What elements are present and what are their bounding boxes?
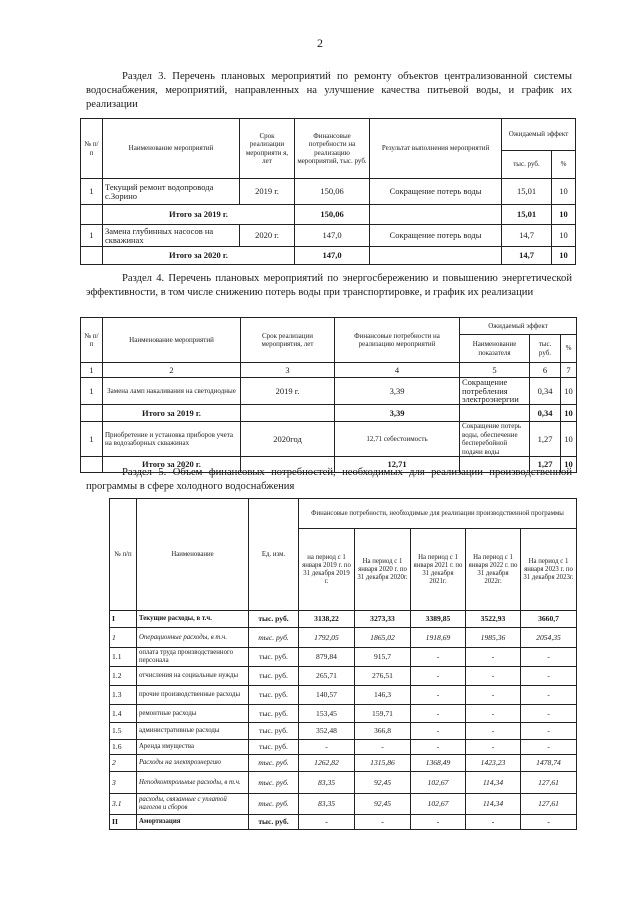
- s3-row-rub: 15,01: [502, 179, 552, 205]
- section3-heading: Раздел 3. Перечень плановых мероприятий по ремонту объектов централизованной системы водоснабжения, мероприятий, направленных на улучшение качества питьевой воды, и график их реализации: [86, 71, 572, 110]
- s5-row-value: -: [411, 686, 466, 705]
- s5-row-value: 92,45: [355, 772, 411, 794]
- s4-row-rub: 1,27: [530, 422, 561, 457]
- s4-row-rub: 0,34: [530, 378, 561, 405]
- s5-row-value: 3522,93: [466, 611, 521, 628]
- s5-row-value: 1262,82: [299, 755, 355, 772]
- s3-row-name: Текущий ремонт водопровода с.Зорино: [103, 179, 240, 205]
- s5-row-name: Неподконтрольные расходы, в т.ч.: [137, 772, 249, 794]
- table-row: [81, 422, 577, 457]
- s5-row-value: 265,71: [299, 667, 355, 686]
- s4-row-num: 1: [81, 422, 103, 457]
- s5-row-unit: тыс. руб.: [249, 705, 299, 723]
- s3-header-num: № п/п: [81, 119, 103, 179]
- s5-row-value: 1368,49: [411, 755, 466, 772]
- s4-total-label: Итого за 2019 г.: [103, 405, 241, 422]
- s5-row-value: 915,7: [355, 648, 411, 667]
- s4-colnum: 4: [335, 363, 460, 378]
- s5-row-unit: тыс. руб.: [249, 648, 299, 667]
- s5-row-name: отчисления на социальные нужды: [137, 667, 249, 686]
- s5-row-name: прочие производственные расходы: [137, 686, 249, 705]
- s4-header-indicator: Наименование показателя: [460, 335, 530, 363]
- s3-total-rub: 14,7: [502, 247, 552, 265]
- s4-header-finance: Финансовые потребности на реализацию мероприятий: [335, 318, 460, 363]
- s5-row-value: -: [466, 648, 521, 667]
- s5-row-value: -: [521, 705, 577, 723]
- s5-row-unit: тыс. руб.: [249, 740, 299, 755]
- s5-row-value: 879,84: [299, 648, 355, 667]
- s5-row-value: 276,51: [355, 667, 411, 686]
- s5-row-value: 83,35: [299, 794, 355, 815]
- s5-row-num: 1.5: [110, 723, 137, 740]
- table-row: [81, 247, 576, 265]
- s3-header-finance: Финансовые потребности на реализацию мероприятий, тыс. руб.: [295, 119, 370, 179]
- s3-row-num: 1: [81, 179, 103, 205]
- s5-header-period-2019: на период с 1 января 2019 г. по 31 декабря 2019 г.: [299, 529, 355, 611]
- s5-row-name: Амортизация: [137, 815, 249, 830]
- s5-row-value: 92,45: [355, 794, 411, 815]
- s5-row-value: -: [411, 815, 466, 830]
- s5-row-value: -: [466, 740, 521, 755]
- s5-row-value: -: [466, 667, 521, 686]
- s4-colnum: 3: [241, 363, 335, 378]
- s3-total-finance: 150,06: [295, 205, 370, 225]
- table-row: [81, 225, 576, 247]
- s5-header-name: Наименование: [137, 499, 249, 611]
- s5-row-name: расходы, связанные с уплатой налогов и сборов: [137, 794, 249, 815]
- s3-row-name: Замена глубинных насосов на скважинах: [103, 225, 240, 247]
- table-row: [81, 179, 576, 205]
- section4-heading: Раздел 4. Перечень плановых мероприятий по энергосбережению и повышению энергетической эффективности, в том числе снижению потерь воды при транспортировке, и график их реализации: [86, 273, 572, 298]
- s4-total-finance: 3,39: [335, 405, 460, 422]
- table-row: [110, 794, 577, 815]
- s5-row-value: -: [521, 740, 577, 755]
- s5-row-value: 83,35: [299, 772, 355, 794]
- s5-row-value: 102,67: [411, 794, 466, 815]
- table-row: [110, 755, 577, 772]
- s4-total-finance: 12,71: [335, 457, 460, 473]
- s4-row-num: 1: [81, 378, 103, 405]
- s5-row-unit: тыс. руб.: [249, 686, 299, 705]
- s5-row-value: 146,3: [355, 686, 411, 705]
- s4-row-finance: 3,39: [335, 378, 460, 405]
- s5-row-num: 3.1: [110, 794, 137, 815]
- s5-row-value: 3660,7: [521, 611, 577, 628]
- s3-total-label: Итого за 2020 г.: [103, 247, 295, 265]
- s5-row-value: -: [521, 648, 577, 667]
- s5-row-value: 352,48: [299, 723, 355, 740]
- s4-row-pct: 10: [561, 378, 577, 405]
- s4-colnum: 6: [530, 363, 561, 378]
- s3-header-effect: Ожидаемый эффект: [502, 119, 576, 151]
- s5-row-value: 3138,22: [299, 611, 355, 628]
- s4-header-term: Срок реализации мероприятия, лет: [241, 318, 335, 363]
- s4-row-name: Замена ламп накаливания на светодиодные: [103, 378, 241, 405]
- s5-row-value: 153,45: [299, 705, 355, 723]
- s5-row-value: -: [355, 740, 411, 755]
- s5-row-value: -: [521, 667, 577, 686]
- s3-row-finance: 147,0: [295, 225, 370, 247]
- s5-row-num: I: [110, 611, 137, 628]
- s5-row-num: 3: [110, 772, 137, 794]
- s5-row-value: 2054,35: [521, 628, 577, 648]
- s4-total-rub: 1,27: [530, 457, 561, 473]
- s3-header-unit-pct: %: [552, 151, 576, 179]
- s5-row-name: Расходы на электроэнергию: [137, 755, 249, 772]
- s5-row-value: -: [411, 648, 466, 667]
- s5-row-value: 3389,85: [411, 611, 466, 628]
- s4-total-pct: 10: [561, 405, 577, 422]
- s5-row-value: -: [411, 740, 466, 755]
- s3-row-term: 2019 г.: [240, 179, 295, 205]
- s5-row-value: -: [521, 815, 577, 830]
- s3-row-pct: 10: [552, 225, 576, 247]
- s5-row-unit: тыс. руб.: [249, 667, 299, 686]
- table-row: [81, 205, 576, 225]
- table-row: [110, 648, 577, 667]
- s5-row-value: 1918,69: [411, 628, 466, 648]
- s3-total-pct: 10: [552, 247, 576, 265]
- s3-row-finance: 150,06: [295, 179, 370, 205]
- table-row: [81, 363, 577, 378]
- s3-total-label: Итого за 2019 г.: [103, 205, 295, 225]
- s4-row-indicator: Сокращение потерь воды, обеспечение бесперебойной подачи воды: [460, 422, 530, 457]
- s5-row-num: 1.6: [110, 740, 137, 755]
- s4-colnum: 2: [103, 363, 241, 378]
- s5-row-value: -: [521, 686, 577, 705]
- s3-row-pct: 10: [552, 179, 576, 205]
- s5-header-period-2022: На период с 1 января 2022 г. по 31 декабря 2022г.: [466, 529, 521, 611]
- table-row: [110, 723, 577, 740]
- s3-header-unit-rub: тыс. руб.: [502, 151, 552, 179]
- table-row: [110, 667, 577, 686]
- s4-total-label: Итого за 2020 г.: [103, 457, 241, 473]
- s5-row-value: 1478,74: [521, 755, 577, 772]
- s5-row-value: 1865,02: [355, 628, 411, 648]
- s3-header-result: Результат выполнения мероприятий: [370, 119, 502, 179]
- s5-row-name: Аренда имущества: [137, 740, 249, 755]
- s5-row-value: -: [411, 705, 466, 723]
- s5-header-period-2020: На период с 1 января 2020 г. по 31 декабря 2020г.: [355, 529, 411, 611]
- s5-header-period-2023: На период с 1 января 2023 г. по 31 декабря 2023г.: [521, 529, 577, 611]
- table-row: [110, 772, 577, 794]
- table-row: [110, 628, 577, 648]
- s5-row-unit: тыс. руб.: [249, 772, 299, 794]
- s5-row-unit: тыс. руб.: [249, 794, 299, 815]
- s4-header-unit-rub: тыс. руб.: [530, 335, 561, 363]
- s4-colnum: 5: [460, 363, 530, 378]
- section3-table: [80, 118, 576, 265]
- s5-row-unit: тыс. руб.: [249, 611, 299, 628]
- s5-row-num: 1.2: [110, 667, 137, 686]
- table-row: [110, 740, 577, 755]
- s5-row-value: -: [411, 723, 466, 740]
- table-row: [110, 815, 577, 830]
- s3-total-rub: 15,01: [502, 205, 552, 225]
- s5-header-num: № п/п: [110, 499, 137, 611]
- s5-row-value: -: [299, 815, 355, 830]
- section5-heading: Раздел 5. Объем финансовых потребностей, необходимых для реализации производственной программы в сфере холодного водоснабжения: [86, 467, 572, 492]
- table-row: [110, 705, 577, 723]
- s5-row-value: 1792,05: [299, 628, 355, 648]
- s5-row-value: -: [466, 815, 521, 830]
- s4-colnum: 7: [561, 363, 577, 378]
- s5-row-unit: тыс. руб.: [249, 755, 299, 772]
- s5-header-period-2021: На период с 1 января 2021 г. по 31 декабря 2021г.: [411, 529, 466, 611]
- s4-total-pct: 10: [561, 457, 577, 473]
- s5-row-value: 1423,23: [466, 755, 521, 772]
- s5-row-value: 127,61: [521, 794, 577, 815]
- s5-row-value: -: [466, 705, 521, 723]
- s4-row-pct: 10: [561, 422, 577, 457]
- s5-row-unit: тыс. руб.: [249, 723, 299, 740]
- s5-row-num: 1.3: [110, 686, 137, 705]
- s4-header-effect: Ожидаемый эффект: [460, 318, 577, 335]
- s5-header-unit: Ед. изм.: [249, 499, 299, 611]
- table-row: [110, 611, 577, 628]
- table-row: [110, 686, 577, 705]
- s5-row-name: ремонтные расходы: [137, 705, 249, 723]
- s4-row-indicator: Сокращение потребления электроэнергии: [460, 378, 530, 405]
- s5-row-value: 366,8: [355, 723, 411, 740]
- s4-row-finance: 12,71 себестоимость: [335, 422, 460, 457]
- s5-row-value: 3273,33: [355, 611, 411, 628]
- s4-colnum: 1: [81, 363, 103, 378]
- s5-row-value: 102,67: [411, 772, 466, 794]
- page-number: 2: [317, 36, 323, 50]
- s3-total-pct: 10: [552, 205, 576, 225]
- s5-row-num: II: [110, 815, 137, 830]
- s5-row-value: -: [299, 740, 355, 755]
- s4-total-rub: 0,34: [530, 405, 561, 422]
- s4-header-num: № п/п: [81, 318, 103, 363]
- s4-row-term: 2019 г.: [241, 378, 335, 405]
- table-row: [81, 405, 577, 422]
- s5-row-num: 2: [110, 755, 137, 772]
- s3-header-name: Наименование мероприятий: [103, 119, 240, 179]
- s5-row-unit: тыс. руб.: [249, 628, 299, 648]
- s3-row-rub: 14,7: [502, 225, 552, 247]
- s5-row-value: 114,34: [466, 772, 521, 794]
- s4-header-name: Наименование мероприятий: [103, 318, 241, 363]
- s5-row-name: Операционные расходы, в т.ч.: [137, 628, 249, 648]
- s5-row-value: -: [355, 815, 411, 830]
- s3-row-term: 2020 г.: [240, 225, 295, 247]
- s5-row-num: 1.4: [110, 705, 137, 723]
- s5-row-value: 1985,36: [466, 628, 521, 648]
- s5-row-name: административные расходы: [137, 723, 249, 740]
- s3-row-result: Сокращение потерь воды: [370, 179, 502, 205]
- s5-row-num: 1: [110, 628, 137, 648]
- s5-row-unit: тыс. руб.: [249, 815, 299, 830]
- s4-header-unit-pct: %: [561, 335, 577, 363]
- s4-row-term: 2020год: [241, 422, 335, 457]
- s4-row-name: Приобретение и установка приборов учета на водозаборных скважинах: [103, 422, 241, 457]
- s5-row-value: 127,61: [521, 772, 577, 794]
- s5-row-value: -: [466, 686, 521, 705]
- s5-row-num: 1.1: [110, 648, 137, 667]
- s3-total-finance: 147,0: [295, 247, 370, 265]
- s3-header-term: Срок реализации мероприяти я, лет: [240, 119, 295, 179]
- s5-header-group: Финансовые потребности, необходимые для реализации производственной программы: [299, 499, 577, 529]
- s5-row-value: -: [521, 723, 577, 740]
- s5-row-value: -: [466, 723, 521, 740]
- table-row: [81, 378, 577, 405]
- section5-table: [109, 498, 577, 830]
- s5-row-value: 114,34: [466, 794, 521, 815]
- s5-row-value: -: [411, 667, 466, 686]
- section4-table: [80, 317, 577, 473]
- s3-row-result: Сокращение потерь воды: [370, 225, 502, 247]
- s5-row-name: оплата труда производственного персонала: [137, 648, 249, 667]
- s5-row-name: Текущие расходы, в т.ч.: [137, 611, 249, 628]
- s5-row-value: 140,57: [299, 686, 355, 705]
- s5-row-value: 1315,86: [355, 755, 411, 772]
- s3-row-num: 1: [81, 225, 103, 247]
- s5-row-value: 159,71: [355, 705, 411, 723]
